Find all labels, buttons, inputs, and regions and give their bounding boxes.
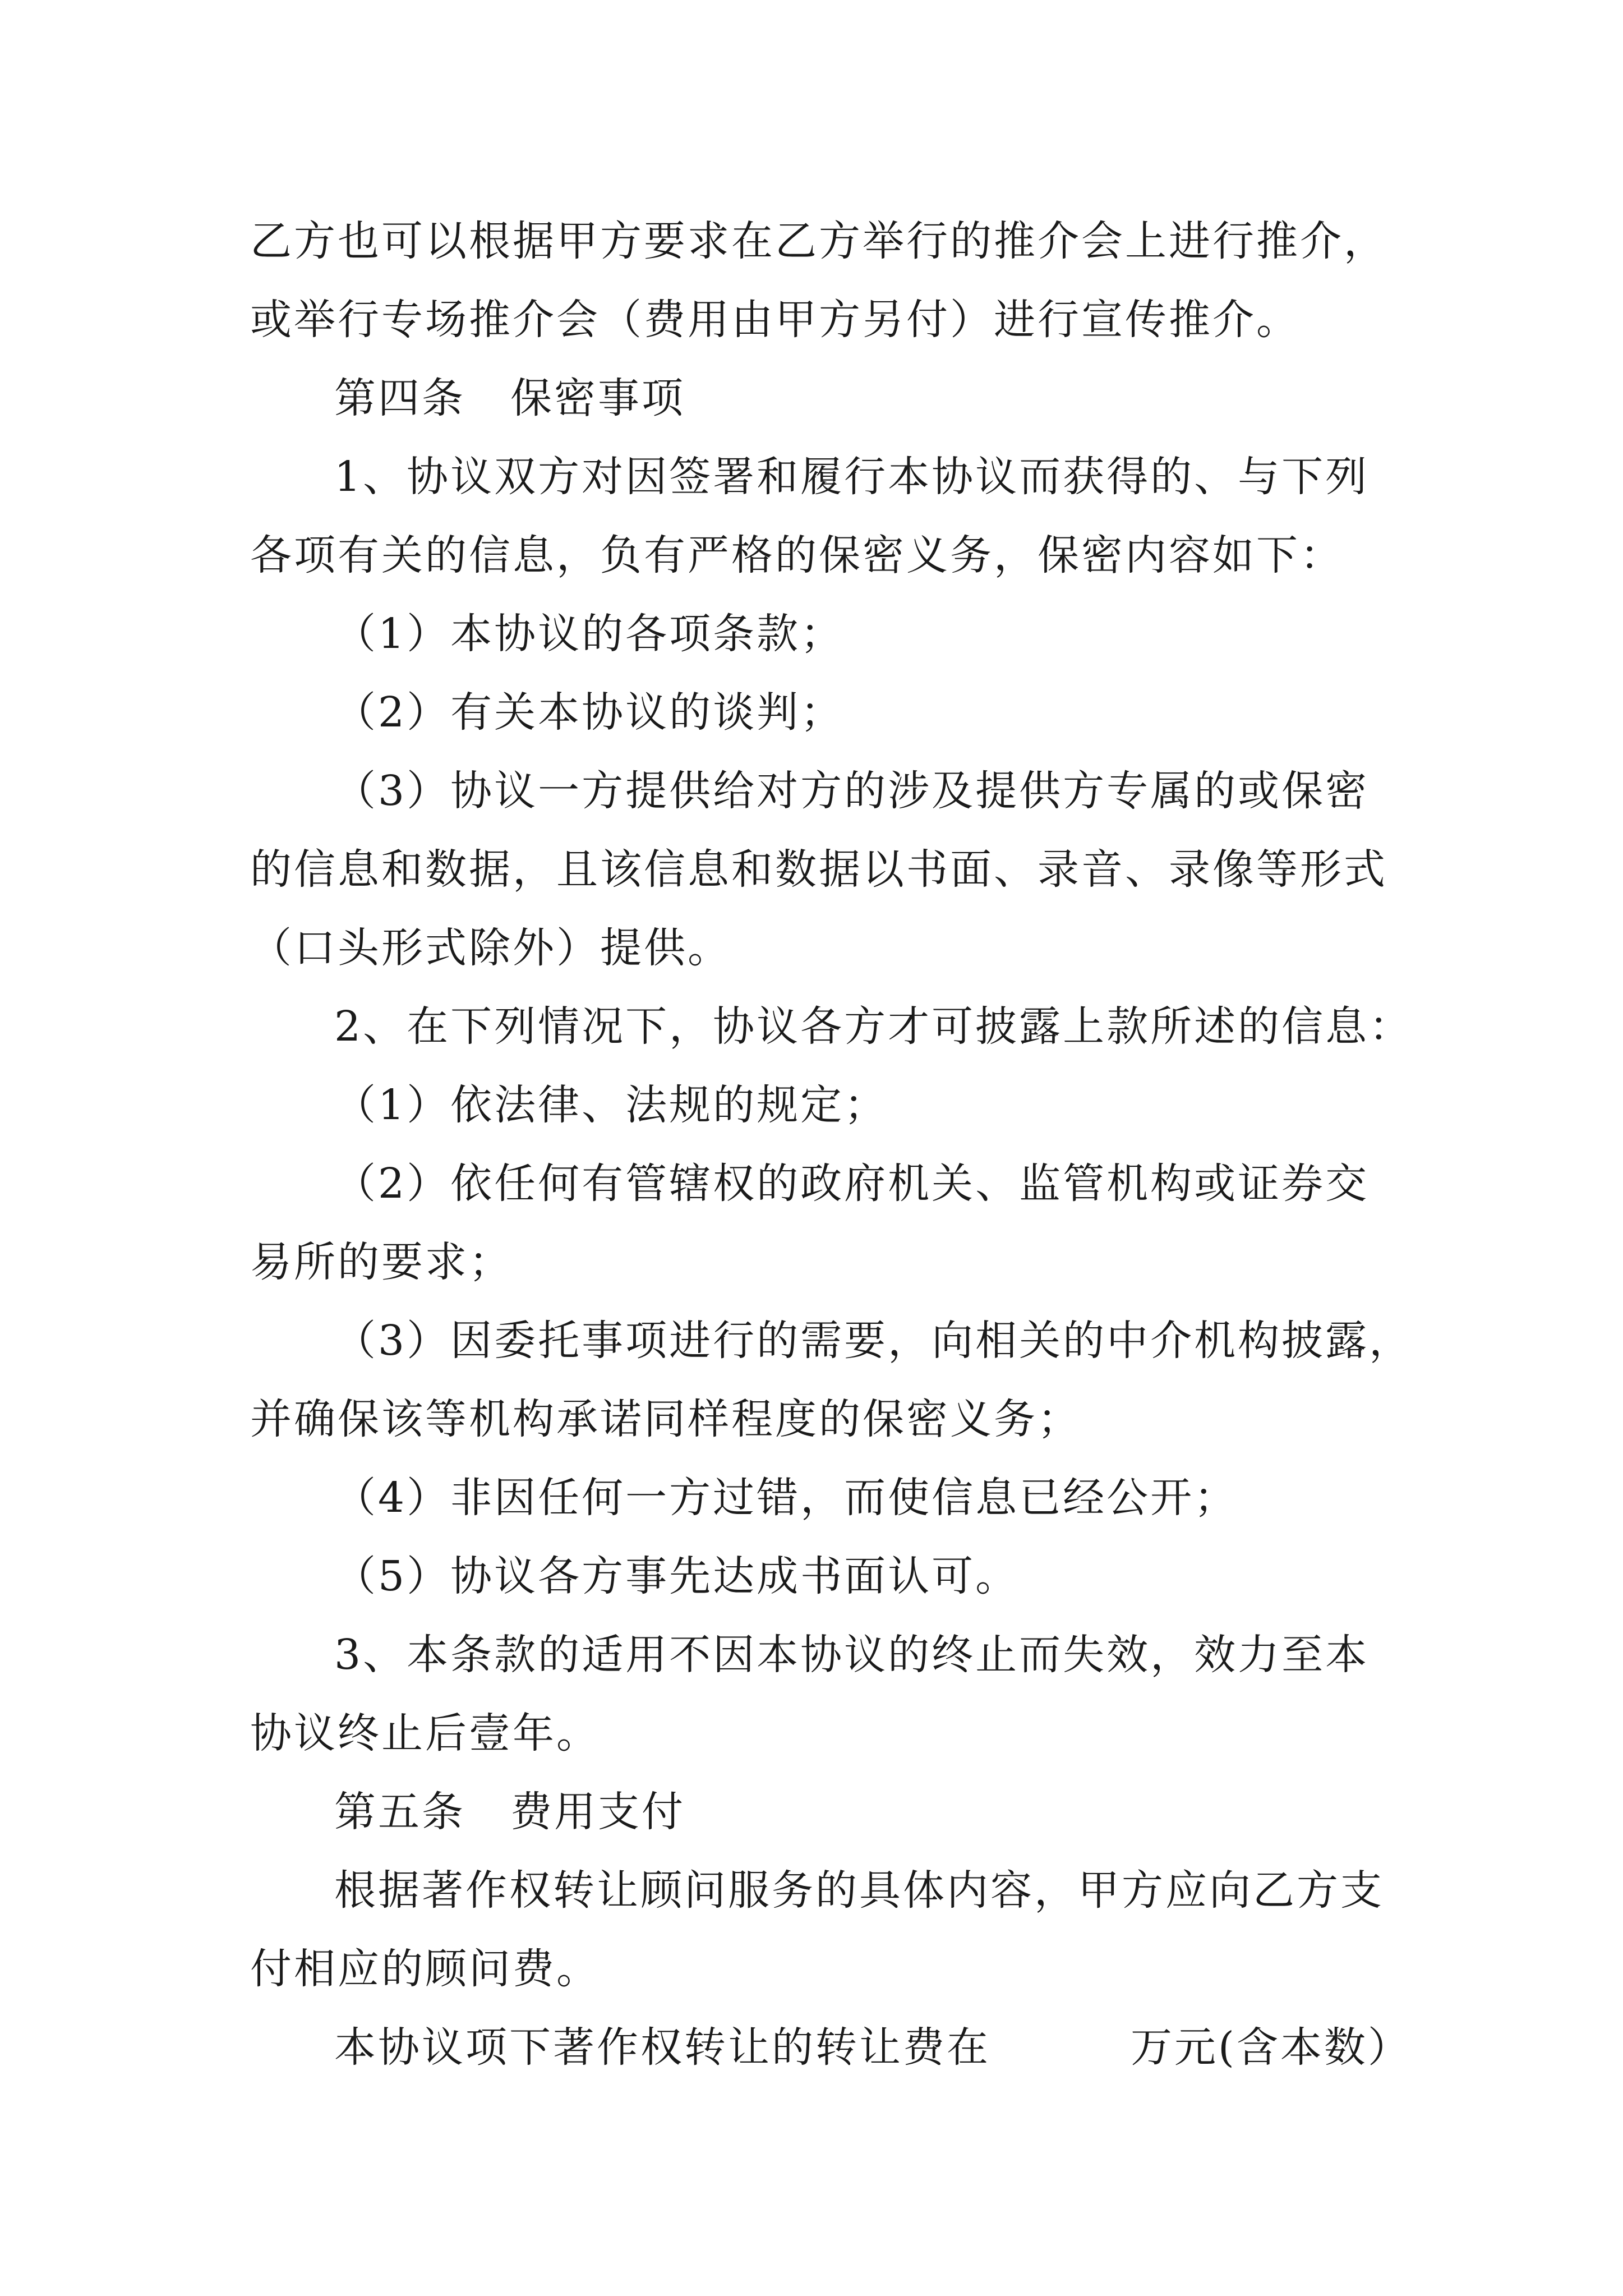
list-item: （1）本协议的各项条款； xyxy=(334,610,845,658)
paragraph-line xyxy=(334,2019,1412,2076)
paragraph-line: 1、协议双方对因签署和履行本协议而获得的、与下列 xyxy=(334,453,1370,501)
paragraph-line: 的信息和数据，且该信息和数据以书面、录音、录像等形式 xyxy=(250,845,1387,894)
paragraph-line: 3、本条款的适用不因本协议的终止而失效，效力至本 xyxy=(334,1631,1370,1679)
list-item: （3）因委托事项进行的需要，向相关的中介机构披露， xyxy=(334,1317,1413,1365)
section-title: 保密事项 xyxy=(510,374,685,422)
paragraph-line: 付相应的顾问费。 xyxy=(250,1945,600,1993)
paragraph-line: 协议终止后壹年。 xyxy=(250,1709,600,1757)
paragraph-line: 并确保该等机构承诺同样程度的保密义务； xyxy=(250,1395,1081,1443)
list-item: （2）依任何有管辖权的政府机关、监管机构或证券交 xyxy=(334,1159,1370,1208)
paragraph-line: 根据著作权转让顾问服务的具体内容，甲方应向乙方支 xyxy=(334,1866,1384,1915)
section-number: 第五条 xyxy=(334,1788,465,1836)
paragraph-line: 2、在下列情况下，协议各方才可披露上款所述的信息： xyxy=(334,1002,1413,1051)
paragraph-line: 各项有关的信息，负有严格的保密义务，保密内容如下： xyxy=(250,531,1344,579)
list-item: （4）非因任何一方过错，而使信息已经公开； xyxy=(334,1474,1238,1522)
fee-text: 本协议项下著作权转让的转让费在 xyxy=(334,2023,990,2072)
section-heading xyxy=(334,1784,685,1840)
section-number: 第四条 xyxy=(334,374,465,422)
paragraph-line: 或举行专场推介会（费用由甲方另付）进行宣传推介。 xyxy=(250,296,1300,344)
list-item: （3）协议一方提供给对方的涉及提供方专属的或保密 xyxy=(334,767,1370,815)
section-heading xyxy=(334,370,685,426)
paragraph-line: 易所的要求； xyxy=(250,1238,513,1286)
list-item: （1）依法律、法规的规定； xyxy=(334,1081,888,1129)
section-title: 费用支付 xyxy=(510,1788,685,1836)
paragraph-line: （口头形式除外）提供。 xyxy=(250,924,731,972)
list-item: （2）有关本协议的谈判； xyxy=(334,688,845,737)
paragraph-line: 乙方也可以根据甲方要求在乙方举行的推介会上进行推介， xyxy=(250,217,1387,265)
fee-unit-text: 万元(含本数） xyxy=(1131,2023,1412,2072)
list-item: （5）协议各方事先达成书面认可。 xyxy=(334,1552,1020,1600)
